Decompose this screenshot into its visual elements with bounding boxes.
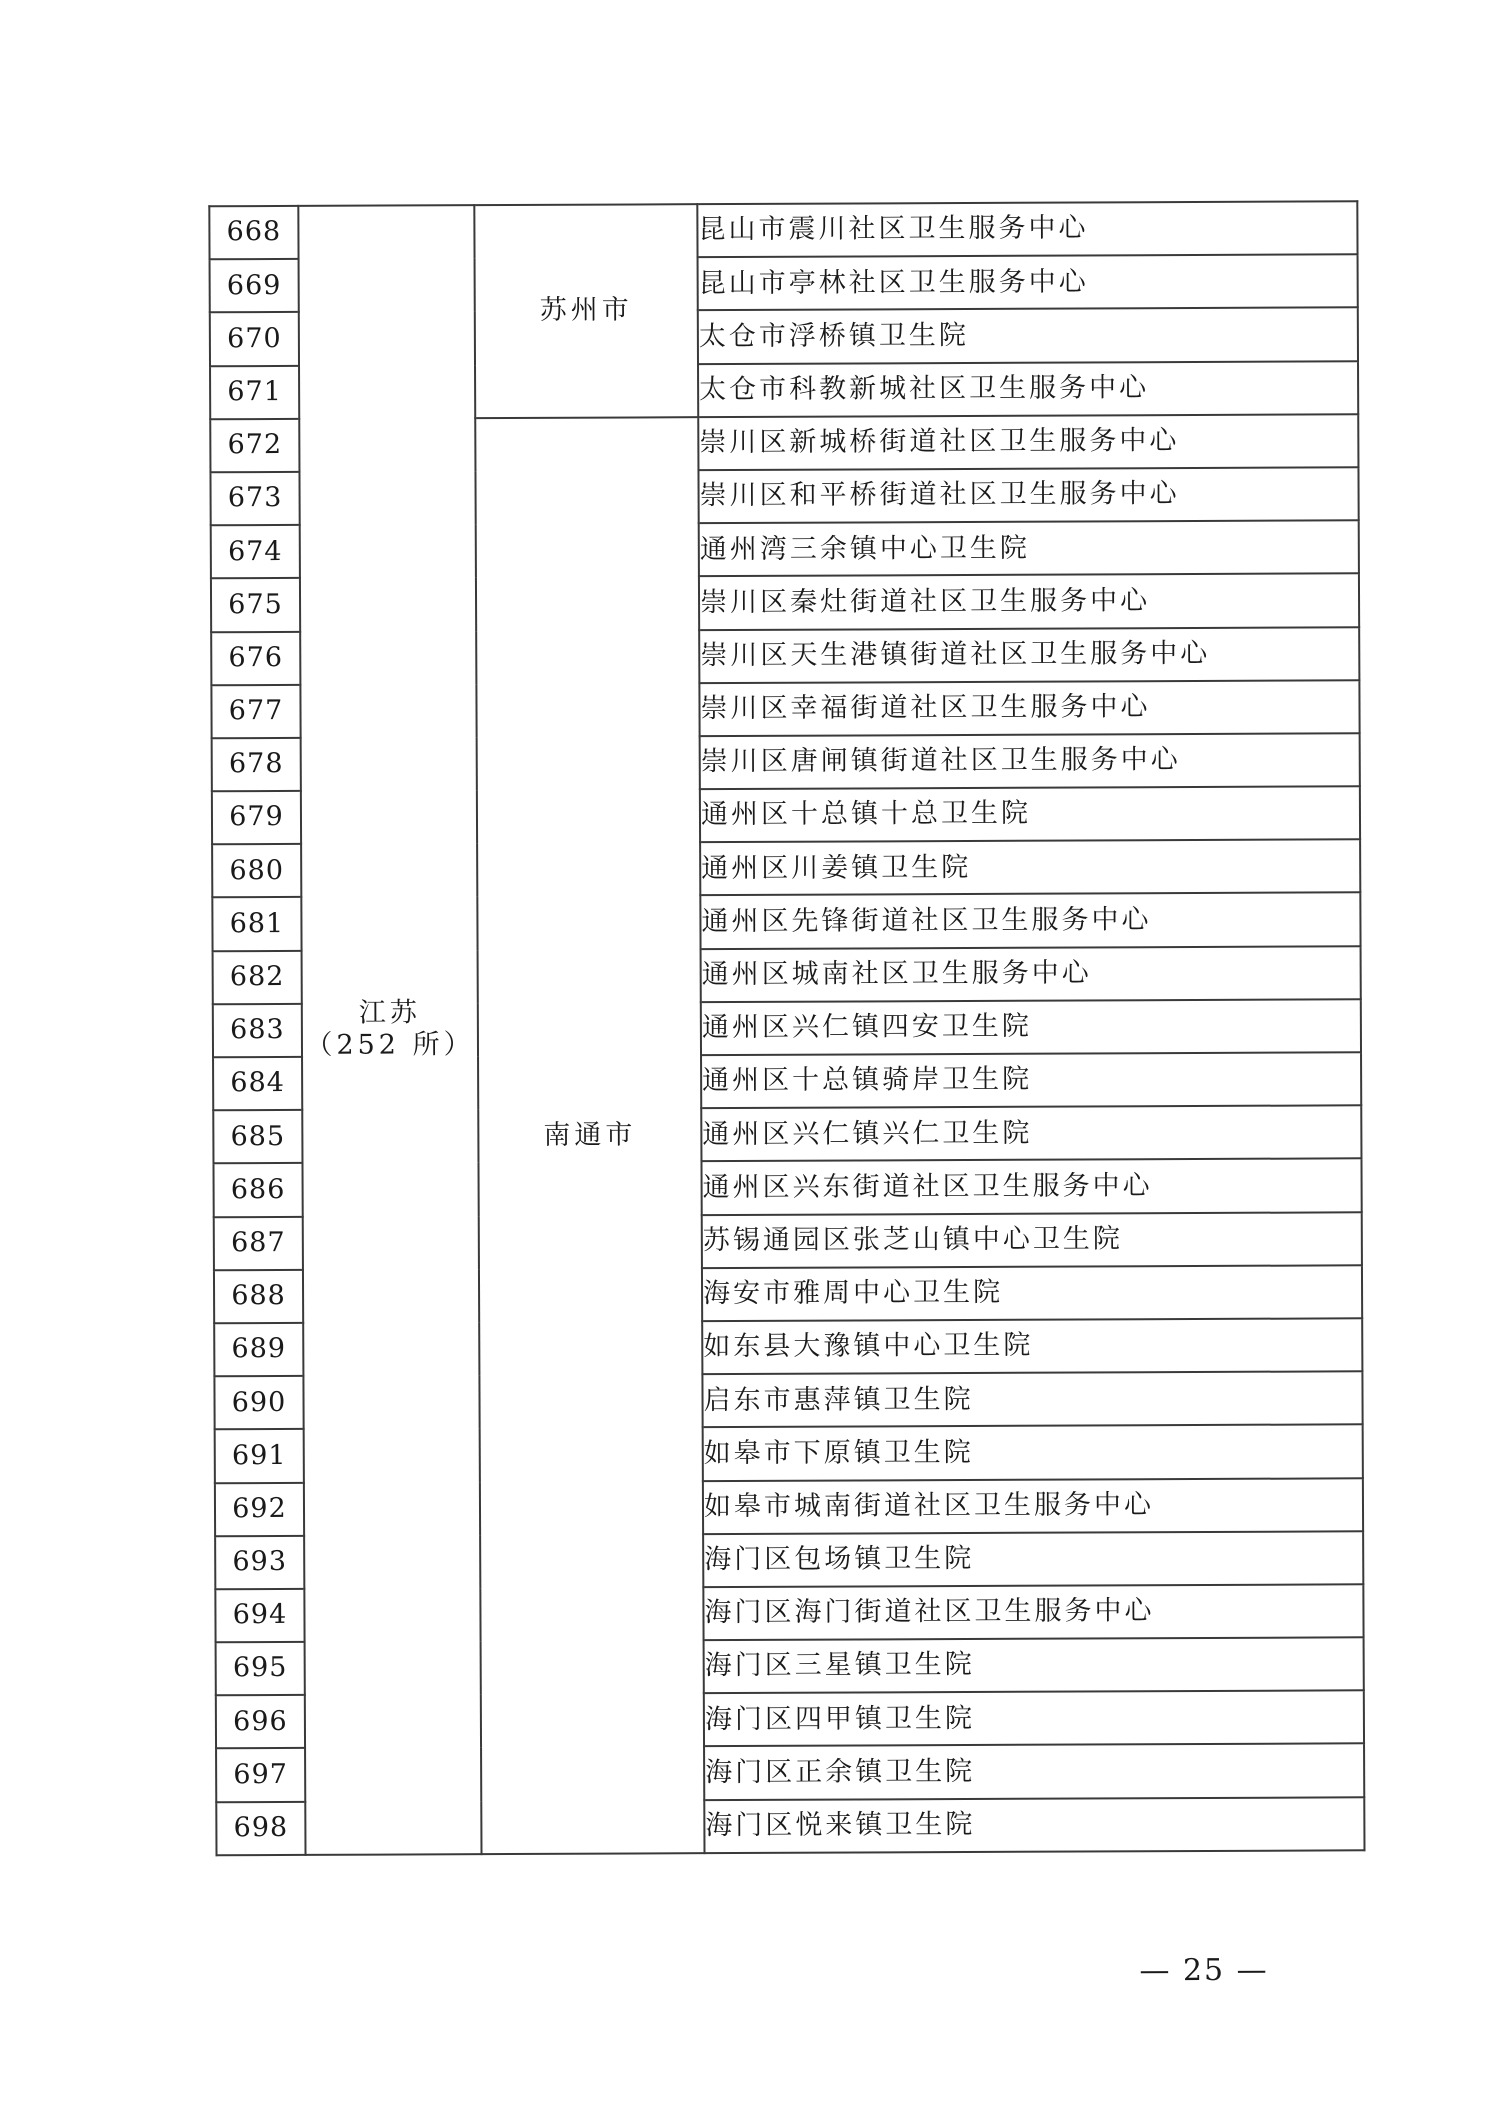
province-cell bbox=[298, 205, 481, 1855]
row-number: 673 bbox=[210, 472, 299, 526]
institution-name: 海门区海门街道社区卫生服务中心 bbox=[703, 1584, 1363, 1640]
institution-name: 崇川区天生港镇街道社区卫生服务中心 bbox=[699, 627, 1359, 683]
institution-name: 太仓市浮桥镇卫生院 bbox=[698, 308, 1358, 364]
row-number: 670 bbox=[210, 312, 299, 366]
row-number: 679 bbox=[212, 791, 301, 845]
row-number: 671 bbox=[210, 365, 299, 419]
row-number: 677 bbox=[211, 685, 300, 739]
institution-name: 如皋市城南街道社区卫生服务中心 bbox=[703, 1478, 1363, 1534]
row-number: 672 bbox=[210, 419, 299, 473]
institution-name: 海门区四甲镇卫生院 bbox=[704, 1691, 1364, 1747]
institution-name: 昆山市震川社区卫生服务中心 bbox=[697, 201, 1357, 257]
institution-name: 崇川区幸福街道社区卫生服务中心 bbox=[699, 680, 1359, 736]
institution-name: 崇川区和平桥街道社区卫生服务中心 bbox=[698, 467, 1358, 523]
province-name: 江苏 bbox=[358, 997, 421, 1029]
institution-name: 通州区先锋街道社区卫生服务中心 bbox=[700, 893, 1360, 949]
row-number: 685 bbox=[213, 1110, 302, 1164]
row-number: 697 bbox=[216, 1748, 305, 1802]
institution-name: 如东县大豫镇中心卫生院 bbox=[702, 1318, 1362, 1374]
row-number: 690 bbox=[214, 1376, 303, 1430]
row-number: 680 bbox=[212, 844, 301, 898]
row-number: 695 bbox=[216, 1642, 305, 1696]
institution-name: 如皋市下原镇卫生院 bbox=[703, 1425, 1363, 1481]
city-cell: 苏州市 bbox=[474, 204, 698, 418]
table-row bbox=[209, 201, 1357, 259]
row-number: 674 bbox=[211, 525, 300, 579]
row-number: 686 bbox=[213, 1163, 302, 1217]
institution-name: 海安市雅周中心卫生院 bbox=[702, 1265, 1362, 1321]
institution-name: 昆山市亭林社区卫生服务中心 bbox=[698, 254, 1358, 310]
institution-table bbox=[208, 200, 1365, 1856]
row-number: 668 bbox=[209, 206, 298, 260]
row-number: 696 bbox=[216, 1695, 305, 1749]
row-number: 684 bbox=[213, 1057, 302, 1111]
row-number: 687 bbox=[214, 1216, 303, 1270]
row-number: 693 bbox=[215, 1536, 304, 1590]
institution-name: 通州区十总镇骑岸卫生院 bbox=[701, 1052, 1361, 1108]
institution-name: 苏锡通园区张芝山镇中心卫生院 bbox=[702, 1212, 1362, 1268]
row-number: 676 bbox=[211, 631, 300, 685]
institution-name: 通州区兴东街道社区卫生服务中心 bbox=[701, 1159, 1361, 1215]
institution-name: 海门区三星镇卫生院 bbox=[704, 1637, 1364, 1693]
row-number: 681 bbox=[212, 897, 301, 951]
city-cell: 南通市 bbox=[475, 417, 704, 1854]
institution-name: 太仓市科教新城社区卫生服务中心 bbox=[698, 361, 1358, 417]
row-number: 698 bbox=[216, 1802, 305, 1856]
province-count: （252 所） bbox=[305, 1029, 475, 1062]
institution-name: 通州湾三余镇中心卫生院 bbox=[699, 520, 1359, 576]
institution-name: 通州区川姜镇卫生院 bbox=[700, 840, 1360, 896]
institution-name: 崇川区秦灶街道社区卫生服务中心 bbox=[699, 574, 1359, 630]
row-number: 678 bbox=[212, 738, 301, 792]
row-number: 675 bbox=[211, 578, 300, 632]
row-number: 689 bbox=[214, 1323, 303, 1377]
row-number: 688 bbox=[214, 1270, 303, 1324]
page-number: — 25 — bbox=[1139, 1952, 1269, 1989]
institution-name: 通州区城南社区卫生服务中心 bbox=[701, 946, 1361, 1002]
table-body bbox=[209, 201, 1364, 1855]
institution-name: 崇川区新城桥街道社区卫生服务中心 bbox=[698, 414, 1358, 470]
row-number: 691 bbox=[215, 1429, 304, 1483]
institution-name: 海门区包场镇卫生院 bbox=[703, 1531, 1363, 1587]
row-number: 682 bbox=[213, 951, 302, 1005]
institution-name: 通州区兴仁镇四安卫生院 bbox=[701, 999, 1361, 1055]
institution-name: 启东市惠萍镇卫生院 bbox=[702, 1371, 1362, 1427]
row-number: 669 bbox=[210, 259, 299, 313]
institution-name: 海门区悦来镇卫生院 bbox=[704, 1797, 1364, 1853]
institution-name: 崇川区唐闸镇街道社区卫生服务中心 bbox=[700, 733, 1360, 789]
institution-name: 通州区兴仁镇兴仁卫生院 bbox=[701, 1105, 1361, 1161]
institution-name: 通州区十总镇十总卫生院 bbox=[700, 786, 1360, 842]
row-number: 692 bbox=[215, 1482, 304, 1536]
row-number: 694 bbox=[215, 1589, 304, 1643]
institution-name: 海门区正余镇卫生院 bbox=[704, 1744, 1364, 1800]
row-number: 683 bbox=[213, 1004, 302, 1058]
